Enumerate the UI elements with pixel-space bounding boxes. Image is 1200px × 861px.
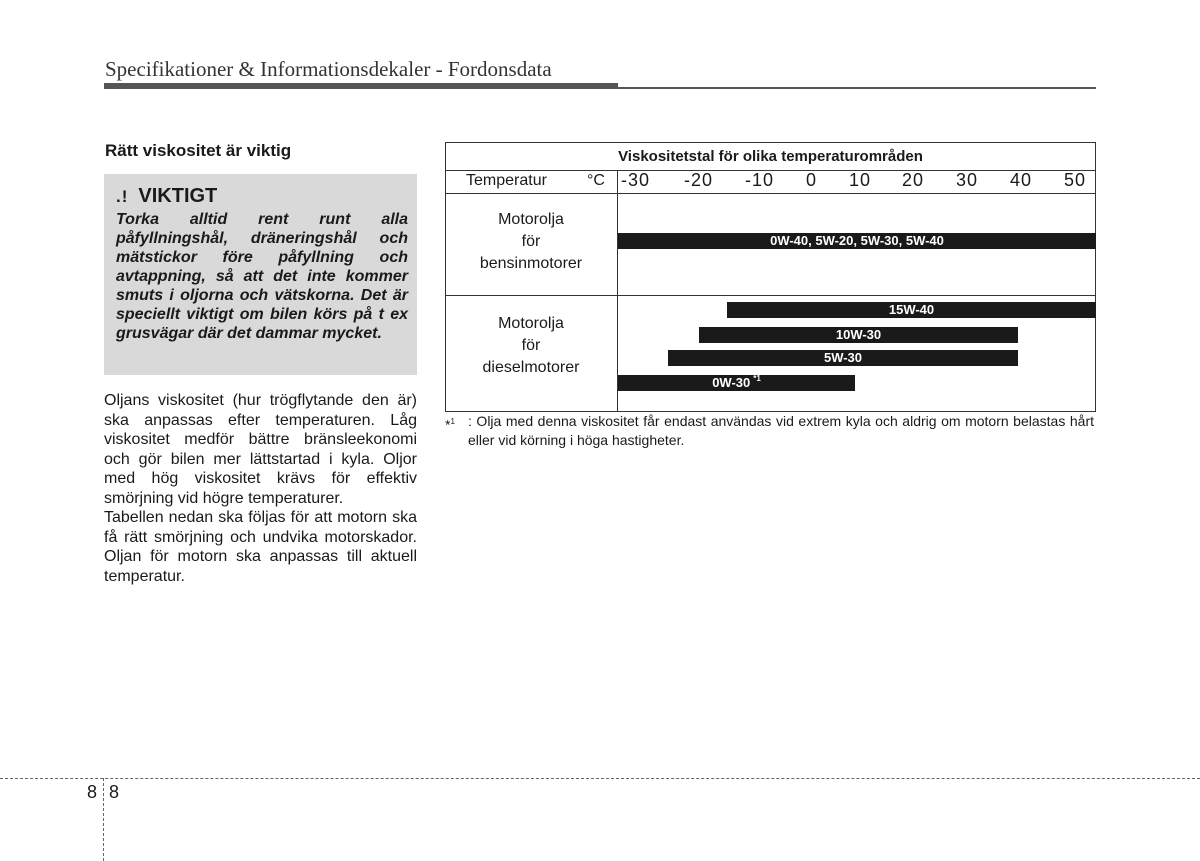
footnote-asterisk: * [445, 416, 451, 433]
exclamation-icon: .! [116, 187, 129, 206]
temperature-tick: 50 [1064, 170, 1087, 190]
page-number: 8 [109, 782, 120, 802]
warning-title: VIKTIGT [138, 185, 218, 207]
footer-page-divider [103, 778, 104, 861]
oil-bar-petrol [618, 233, 1096, 249]
oil-bar-0w30 [618, 375, 855, 391]
oil-bar-5w30 [668, 350, 1018, 366]
header-rule-thin [618, 87, 1096, 89]
viscosity-table [445, 142, 1096, 412]
footnote-text: : Olja med denna viskositet får endast användas vid extrem kyla och aldrig om motorn belastas hårt eller vid körning i höga hastigheter. [468, 413, 1094, 448]
table-rule [446, 295, 1095, 296]
petrol-row-label [446, 209, 616, 275]
footnote-number: 1 [450, 417, 455, 426]
row-label-line: för [521, 337, 541, 354]
temperature-tick: 0 [806, 170, 818, 190]
section-heading: Rätt viskositet är viktig [105, 141, 292, 160]
page-section-number: 8 [87, 782, 98, 802]
oil-bar-label: 0W-30 [712, 375, 751, 390]
row-label-line: Motorolja [498, 211, 564, 228]
row-label-line: Motorolja [498, 315, 564, 332]
oil-bar-label: 15W-40 [888, 302, 935, 317]
temperature-tick: -30 [621, 170, 651, 190]
row-label-line: dieselmotorer [482, 359, 580, 376]
body-paragraph-2: Tabellen nedan ska följas för att motorn ska få rätt smörjning och undvika motorskador. Oljan för motorn ska anpassas till aktuell temperatur. [104, 509, 417, 585]
table-rule [446, 193, 1095, 194]
oil-bar-15w40 [727, 302, 1096, 318]
warning-box [104, 174, 417, 375]
diesel-row-label [446, 313, 616, 379]
temperature-label: Temperatur [466, 172, 547, 189]
temperature-unit: °C [587, 172, 605, 189]
footnote [445, 412, 1094, 450]
warning-text: Torka alltid rent runt alla påfyllningshål, dräneringshål och mätstickor före påfyllning och avtappning, så att det inte kommer smuts i oljorna och vätskorna. Det är speciellt viktigt om bilen körs på t ex grusvägar där det dammar mycket. [116, 211, 408, 342]
header-rule-thick [104, 83, 618, 89]
temperature-tick: 30 [956, 170, 979, 190]
viscosity-table-title: Viskositetstal för olika temperaturområden [618, 148, 923, 165]
footnote-mark [445, 412, 455, 435]
oil-bar-label: 0W-40, 5W-20, 5W-30, 5W-40 [770, 233, 944, 248]
temperature-tick: 40 [1010, 170, 1033, 190]
row-label-line: bensinmotorer [479, 255, 583, 272]
row-label-line: för [521, 233, 541, 250]
footer-divider [0, 778, 1200, 779]
oil-bar-label: 5W-30 [823, 350, 863, 365]
page-header-title: Specifikationer & Informationsdekaler - Fordonsdata [105, 57, 552, 81]
temperature-tick: 20 [902, 170, 925, 190]
body-paragraph-1: Oljans viskositet (hur trögflytande den är) ska anpassas efter temperaturen. Låg viskositet medför bättre bränsleekonomi och gör bilen mer lättstartad i kyla. Oljor med hög viskositet krävs för effektiv smörjning vid högre temperaturer. [104, 392, 417, 507]
temperature-tick: 10 [849, 170, 872, 190]
oil-bar-label: 10W-30 [835, 327, 882, 342]
warning-title-row [116, 185, 217, 208]
oil-bar-note: *1 [753, 374, 761, 383]
oil-bar-10w30 [699, 327, 1018, 343]
temperature-tick: -10 [745, 170, 775, 190]
temperature-tick: -20 [684, 170, 714, 190]
